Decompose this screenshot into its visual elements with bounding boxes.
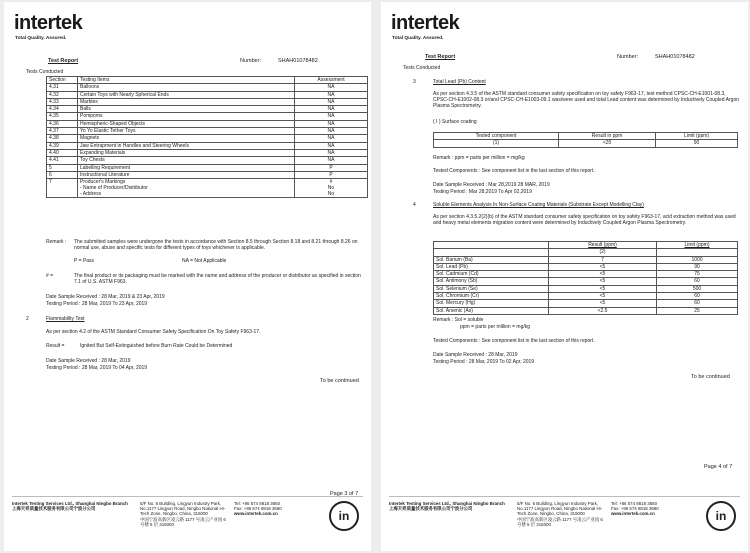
table-row (434, 256, 738, 263)
cell-element: Sol. Lead (Pb) (434, 263, 549, 270)
row-assessment: P (295, 164, 368, 171)
row-item: Hemispheric-Shaped Objects (78, 120, 295, 127)
row-section: 4.39 (47, 142, 78, 149)
row-section: 4.38 (47, 135, 78, 142)
header-component: Tested component (434, 133, 559, 140)
report-header (425, 54, 738, 60)
table-row (47, 84, 368, 91)
hash-text: The final product or its packaging must be marked with the name and address of the producer or distributor as specified in section 7.1 of U.S. ASTM F963. (74, 273, 361, 286)
table-row (47, 113, 368, 120)
row-item: Yo Yo Elastic Tether Toys (78, 128, 295, 135)
row-item: Toy Chests (78, 157, 295, 164)
table-row (47, 164, 368, 171)
page-footer (12, 496, 363, 543)
cell-element: Sol. Cadmium (Cd) (434, 271, 549, 278)
row-section: 4.40 (47, 149, 78, 156)
intertek-logo: intertek (14, 12, 83, 34)
cell-element: Sol. Barium (Ba) (434, 256, 549, 263)
date-received-2: Date Sample Received : 28 Mar, 2019 (46, 358, 131, 364)
row-section: 5 (47, 164, 78, 171)
testing-period-2: Testing Period : 28 Mar, 2019 To 04 Apr, 2019 (46, 365, 148, 371)
table-row (47, 120, 368, 127)
cell-limit: 60 (657, 293, 738, 300)
soluble-elements-table (433, 241, 738, 315)
row-assessment: NA (295, 98, 368, 105)
row-assessment: P (295, 171, 368, 178)
tested-components-2: Tested Components : See component list in the last section of this report. (433, 338, 595, 344)
intertek-mark-icon: in (706, 501, 736, 531)
tests-conducted-label: Tests Conducted (403, 65, 441, 71)
to-be-continued: To be continued (691, 374, 730, 380)
cell-result: 7 (549, 256, 657, 263)
page-footer (389, 496, 740, 543)
testing-items-table (46, 76, 368, 198)
section-3-number: 3 (413, 79, 416, 85)
na-legend: NA = Not Applicable (182, 258, 227, 264)
subheader-component: (2) (549, 249, 657, 256)
table-row (47, 91, 368, 98)
number-value: SHAH01078482 (655, 54, 695, 60)
date-received: Date Sample Received : 28 Mar, 2019 & 23 Apr, 2019 (46, 294, 165, 300)
row-section: 4.34 (47, 106, 78, 113)
surface-coating-label: ( I ) Surface coating (433, 119, 477, 125)
cell-result: <5 (549, 278, 657, 285)
section-4-title: Soluble Elements Analysis In Non-Surface Coating Materials (Substrate Except Modelling Clay) (433, 202, 644, 208)
table-header-row (434, 242, 738, 249)
row-assessment: NA (295, 120, 368, 127)
row-item: Jaw Entrapment in Handles and Steering Wheels (78, 142, 295, 149)
header-result: Result (ppm) (549, 242, 657, 249)
section-4-text: As per section 4.3.5.2(2)(b) of the ASTM standard consumer safety specification on toy safety F963-17, acid extraction method was used and heavy metal elements migration content were determined by Inductively Coupled Argon Plasma Spectrometry. (433, 214, 736, 227)
date-received-2: Date Sample Received : 28 Mar, 2019 (433, 352, 518, 358)
row-item: Magnets (78, 135, 295, 142)
number-label: Number: (240, 58, 262, 64)
cell-limit: 25 (657, 307, 738, 314)
cell-element: Sol. Mercury (Hg) (434, 300, 549, 307)
table-row (47, 171, 368, 178)
row-item: Marbles (78, 98, 295, 105)
intertek-mark-icon: in (329, 501, 359, 531)
intertek-logo: intertek (391, 12, 460, 34)
row-section: 4.36 (47, 120, 78, 127)
header-assessment: Assessment (295, 77, 368, 84)
row-item: Instructional Literature (78, 171, 295, 178)
report-title: Test Report (48, 58, 79, 64)
cell-result: <5 (549, 271, 657, 278)
table-row (47, 157, 368, 164)
cell-component: (1) (434, 140, 559, 147)
table-row (47, 179, 368, 198)
row-item: Expanding Materials (78, 149, 295, 156)
row-item: Certain Toys with Nearly Spherical Ends (78, 91, 295, 98)
cell-result: <2.5 (549, 307, 657, 314)
table-row (434, 278, 738, 285)
result-text: Ignited But Self-Extinguished before Burn Rate Could be Determined (80, 343, 233, 349)
header-items: Testing Items (78, 77, 295, 84)
pass-legend: P = Pass (74, 258, 95, 264)
row-assessment: # No No (295, 179, 368, 198)
testing-period-2: Testing Period : 28 Mar, 2019 To 02 Apr, 2019 (433, 359, 535, 365)
row-item: Balls (78, 106, 295, 113)
remark-text: The submitted samples were undergone the tests in accordance with Section 8.5 through Section 8.18 and 8.21 through 8.26 on normal use, abuse and specific tests for different types of toys whichever is applicable. (74, 239, 358, 252)
page-number: Page 3 of 7 (330, 491, 359, 497)
cell-result: <5 (549, 263, 657, 270)
cell-result: <5 (549, 300, 657, 307)
tested-components-1: Tested Components : See component list in the last section of this report. (433, 168, 595, 174)
cell-limit: 1000 (657, 256, 738, 263)
table-header-row (47, 77, 368, 84)
section-3-text: As per section 4.3.5 of the ASTM standard consumer safety specification on toy safety F963-17, test method CPSC-CH-E1001-08.3, CPSC-CH-E1002-08.3 or/and CPSC-CH-E1003-09.1 was/were used and total Lead content was determined by Inductively Coupled Argon Plasma Spectrometry. (433, 91, 740, 110)
row-section: 4.31 (47, 84, 78, 91)
date-received: Date Sample Received : Mar 28,2019 28 MAR, 2019 (433, 182, 550, 188)
table-row (47, 135, 368, 142)
header-limit: Limit (ppm) (657, 242, 738, 249)
page-number: Page 4 of 7 (704, 464, 733, 470)
cell-element: Sol. Selenium (Se) (434, 285, 549, 292)
table-row (47, 98, 368, 105)
section-4-number: 4 (413, 202, 416, 208)
cell-result: <5 (549, 285, 657, 292)
cell-limit: 500 (657, 285, 738, 292)
footer-company: Intertek Testing Services Ltd., Shanghai Ningbo Branch 上海天祥质量技术服务有限公司宁波分公司 (12, 501, 128, 512)
remark-1: Remark : ppm = parts per million = mg/kg (433, 155, 525, 161)
row-assessment: NA (295, 113, 368, 120)
section-2-title: Flammability Test (46, 316, 85, 322)
header-limit: Limit (ppm) (656, 133, 738, 140)
report-page-4 (381, 2, 748, 551)
footer-address: 5/F No. 6 Building, Lingyun Industry Park, No.1177 Lingyun Road, Ningbo National Hi-Tech Zone, Ningbo, China, 315000 中国宁波高新区凌云路 1177 号凌云产业园 6 号楼 5 层 315000 (140, 501, 226, 527)
row-section: 4.37 (47, 128, 78, 135)
testing-period: Testing Period : 28 Mar, 2019 To 23 Apr, 2019 (46, 301, 148, 307)
row-assessment: NA (295, 106, 368, 113)
cell-result: <5 (549, 293, 657, 300)
remark-2: Remark : Sol = soluble (433, 317, 484, 323)
table-row (434, 307, 738, 314)
row-item: Labelling Requirement (78, 164, 295, 171)
row-section: 4.41 (47, 157, 78, 164)
table-subheader-row (434, 249, 738, 256)
row-assessment: NA (295, 84, 368, 91)
cell-element: Sol. Arsenic (As) (434, 307, 549, 314)
report-title: Test Report (425, 54, 456, 60)
tests-conducted-label: Tests Conducted (26, 69, 64, 75)
remark-2-ppm: ppm = parts per million = mg/kg (460, 324, 531, 330)
table-row (434, 293, 738, 300)
cell-limit: 75 (657, 271, 738, 278)
header-element (434, 242, 549, 249)
row-section: 7 (47, 179, 78, 198)
number-label: Number: (617, 54, 639, 60)
row-assessment: NA (295, 149, 368, 156)
table-row (47, 128, 368, 135)
row-assessment: NA (295, 142, 368, 149)
cell-limit: 60 (657, 300, 738, 307)
table-row (434, 140, 738, 147)
report-page-3 (4, 2, 371, 551)
header-result: Result in ppm (559, 133, 656, 140)
cell-limit: 90 (657, 263, 738, 270)
table-row (47, 142, 368, 149)
cell-element: Sol. Chromium (Cr) (434, 293, 549, 300)
tagline: Total Quality. Assured. (392, 36, 444, 41)
table-row (47, 106, 368, 113)
row-assessment: NA (295, 128, 368, 135)
cell-result: <20 (559, 140, 656, 147)
row-item: Pompoms (78, 113, 295, 120)
lead-content-table (433, 132, 738, 148)
footer-contact: Tel: +86 574 8818 3650 Fax: +86 574 8818 3680 www.intertek.com.cn (234, 501, 282, 517)
cell-limit: 60 (657, 278, 738, 285)
footer-company: Intertek Testing Services Ltd., Shanghai Ningbo Branch 上海天祥质量技术服务有限公司宁波分公司 (389, 501, 505, 512)
tagline: Total Quality. Assured. (15, 36, 67, 41)
section-3-title: Total Lead (Pb) Content (433, 79, 486, 85)
cell-element: Sol. Antimony (Sb) (434, 278, 549, 285)
row-assessment: NA (295, 157, 368, 164)
to-be-continued: To be continued (320, 378, 359, 384)
row-assessment: NA (295, 91, 368, 98)
row-assessment: NA (295, 135, 368, 142)
table-row (434, 285, 738, 292)
testing-period: Testing Period : Mar 28,2019 To Apr 02,2019 (433, 189, 532, 195)
row-section: 4.35 (47, 113, 78, 120)
remark-label: Remark : (46, 239, 67, 245)
table-row (434, 271, 738, 278)
row-section: 4.33 (47, 98, 78, 105)
report-header (48, 58, 361, 64)
row-section: 4.32 (47, 91, 78, 98)
hash-label: # = (46, 273, 54, 279)
footer-address: 5/F No. 6 Building, Lingyun Industry Park, No.1177 Lingyun Road, Ningbo National Hi-Tech Zone, Ningbo, China, 315000 中国宁波高新区凌云路 1177 号凌云产业园 6 号楼 5 层 315000 (517, 501, 603, 527)
row-item: Producer's Markings - Name of Producer/Distributor - Address (78, 179, 295, 198)
number-value: SHAH01078482 (278, 58, 318, 64)
row-item: Balloons (78, 84, 295, 91)
section-2-number: 2 (26, 316, 29, 322)
cell-limit: 90 (656, 140, 738, 147)
table-row (434, 263, 738, 270)
row-section: 6 (47, 171, 78, 178)
footer-contact: Tel: +86 574 8818 3650 Fax: +86 574 8818 3680 www.intertek.com.cn (611, 501, 659, 517)
table-header-row (434, 133, 738, 140)
result-label: Result = (46, 343, 65, 349)
table-row (434, 300, 738, 307)
table-row (47, 149, 368, 156)
header-section: Section (47, 77, 78, 84)
section-2-text: As per section 4.2 of the ASTM Standard Consumer Safety Specification On Toy Safety F963-17. (46, 329, 261, 335)
